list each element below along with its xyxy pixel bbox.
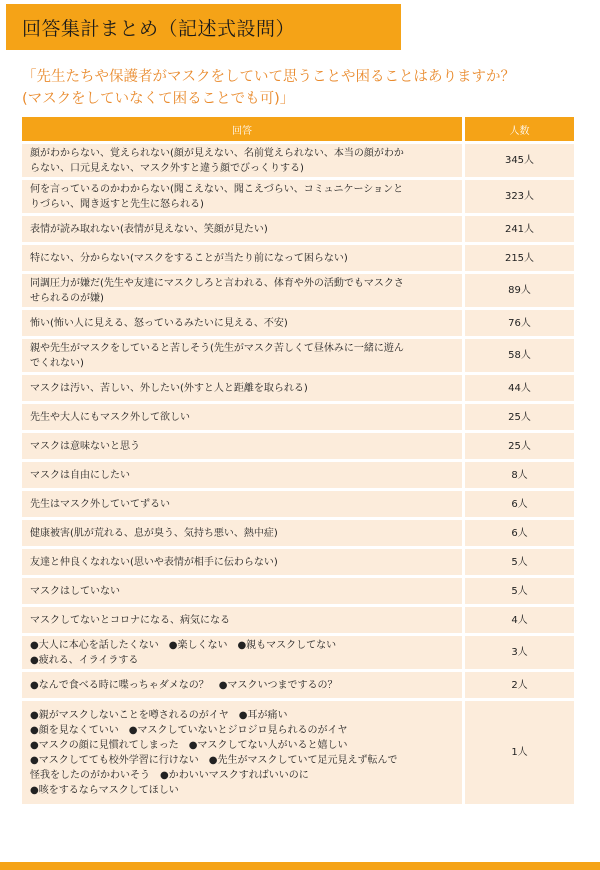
answer-cell <box>22 636 465 669</box>
answer-cell <box>22 245 465 271</box>
count-cell: 6人 <box>465 520 574 546</box>
answer-line: ●大人に本心を話したくない ●楽しくない ●親もマスクしてない <box>30 639 337 651</box>
answer-line: マスクは汚い、苦しい、外したい(外すと人と距離を取られる) <box>30 382 308 394</box>
count-cell: 58人 <box>465 339 574 372</box>
count-cell: 2人 <box>465 672 574 698</box>
table-row <box>22 578 574 604</box>
count-cell: 215人 <box>465 245 574 271</box>
count-cell: 323人 <box>465 180 574 213</box>
page-title: 回答集計まとめ（記述式設問） <box>22 18 296 40</box>
count-cell: 89人 <box>465 274 574 307</box>
answer-line: 健康被害(肌が荒れる、息が臭う、気持ち悪い、熱中症) <box>30 527 278 539</box>
column-header-answer: 回答 <box>22 117 465 141</box>
count-cell: 25人 <box>465 404 574 430</box>
answer-cell <box>22 701 465 804</box>
table-row <box>22 180 574 213</box>
answer-line: ●親がマスクしないことを噂されるのがイヤ ●耳が痛い <box>30 709 288 721</box>
table-row <box>22 636 574 669</box>
answer-cell <box>22 491 465 517</box>
answer-line: 特にない、分からない(マスクをすることが当たり前になって困らない) <box>30 252 348 264</box>
answer-cell <box>22 274 465 307</box>
table-row <box>22 607 574 633</box>
answer-line: せられるのが嫌) <box>30 292 104 304</box>
question-text <box>22 66 582 110</box>
answer-cell <box>22 180 465 213</box>
table-row <box>22 339 574 372</box>
count-cell: 76人 <box>465 310 574 336</box>
answer-cell <box>22 578 465 604</box>
answer-cell <box>22 216 465 242</box>
answer-line: 何を言っているのかわからない(聞こえない、聞こえづらい、コミュニケーションと <box>30 183 404 195</box>
answer-line: 親や先生がマスクをしていると苦しそう(先生がマスク苦しくて昼休みに一緒に遊ん <box>30 342 404 354</box>
count-cell: 4人 <box>465 607 574 633</box>
table-row <box>22 404 574 430</box>
answer-line: でくれない) <box>30 357 84 369</box>
table-row <box>22 462 574 488</box>
table-header-row <box>22 117 574 141</box>
answer-line: マスクはしていない <box>30 585 120 597</box>
answer-cell <box>22 520 465 546</box>
answer-line: ●マスクの顔に見慣れてしまった ●マスクしてない人がいると嬉しい <box>30 739 348 751</box>
answer-line: マスクしてないとコロナになる、病気になる <box>30 614 230 626</box>
count-cell: 6人 <box>465 491 574 517</box>
answer-cell <box>22 462 465 488</box>
count-cell: 8人 <box>465 462 574 488</box>
answer-line: 怪我をしたのがかわいそう ●かわいいマスクすればいいのに <box>30 769 309 781</box>
answer-cell <box>22 310 465 336</box>
answer-line: ●顔を見なくていい ●マスクしていないとジロジロ見られるのがイヤ <box>30 724 348 736</box>
answer-cell <box>22 433 465 459</box>
count-cell: 44人 <box>465 375 574 401</box>
table-row <box>22 672 574 698</box>
answer-line: マスクは意味ないと思う <box>30 440 140 452</box>
answer-cell <box>22 549 465 575</box>
answer-line: ●疲れる、イライラする <box>30 654 139 666</box>
footer-bar <box>0 862 600 870</box>
column-header-count: 人数 <box>465 117 574 141</box>
answer-cell <box>22 144 465 177</box>
answer-line: 先生はマスク外していてずるい <box>30 498 170 510</box>
count-cell: 241人 <box>465 216 574 242</box>
answer-line: りづらい、聞き返すと先生に怒られる) <box>30 198 204 210</box>
count-cell: 3人 <box>465 636 574 669</box>
count-cell: 5人 <box>465 578 574 604</box>
question-line-2: (マスクをしていなくて困ることでも可)」 <box>22 91 295 107</box>
answer-cell <box>22 339 465 372</box>
table-row <box>22 375 574 401</box>
answer-cell <box>22 672 465 698</box>
count-cell: 345人 <box>465 144 574 177</box>
question-line-1: 「先生たちや保護者がマスクをしていて思うことや困ることはありますか？ <box>22 69 515 85</box>
answer-line: 友達と仲良くなれない(思いや表情が相手に伝わらない) <box>30 556 278 568</box>
results-table <box>22 114 574 807</box>
table-row <box>22 549 574 575</box>
table-row <box>22 310 574 336</box>
count-cell: 5人 <box>465 549 574 575</box>
table-body <box>22 144 574 804</box>
table-row <box>22 433 574 459</box>
table-row <box>22 491 574 517</box>
answer-line: ●マスクしてても校外学習に行けない ●先生がマスクしていて足元見えず転んで <box>30 754 398 766</box>
answer-line: マスクは自由にしたい <box>30 469 130 481</box>
count-cell: 1人 <box>465 701 574 804</box>
table-row <box>22 216 574 242</box>
table-row <box>22 245 574 271</box>
answer-line: らない、口元見えない、マスク外すと違う顔でびっくりする) <box>30 162 304 174</box>
table-row <box>22 701 574 804</box>
answer-line: 顔がわからない、覚えられない(顔が見えない、名前覚えられない、本当の顔がわか <box>30 147 404 159</box>
answer-line: 先生や大人にもマスク外して欲しい <box>30 411 190 423</box>
answer-line: ●なんで食べる時に喋っちゃダメなの？ ●マスクいつまでするの？ <box>30 679 338 691</box>
answer-line: 表情が読み取れない(表情が見えない、笑顔が見たい) <box>30 223 268 235</box>
table-row <box>22 520 574 546</box>
answer-cell <box>22 375 465 401</box>
answer-line: 怖い(怖い人に見える、怒っているみたいに見える、不安) <box>30 317 288 329</box>
table-row <box>22 274 574 307</box>
answer-cell <box>22 404 465 430</box>
answer-cell <box>22 607 465 633</box>
count-cell: 25人 <box>465 433 574 459</box>
table-row <box>22 144 574 177</box>
answer-line: ●咳をするならマスクしてほしい <box>30 784 179 796</box>
answer-line: 同調圧力が嫌だ(先生や友達にマスクしろと言われる、体育や外の活動でもマスクさ <box>30 277 404 289</box>
